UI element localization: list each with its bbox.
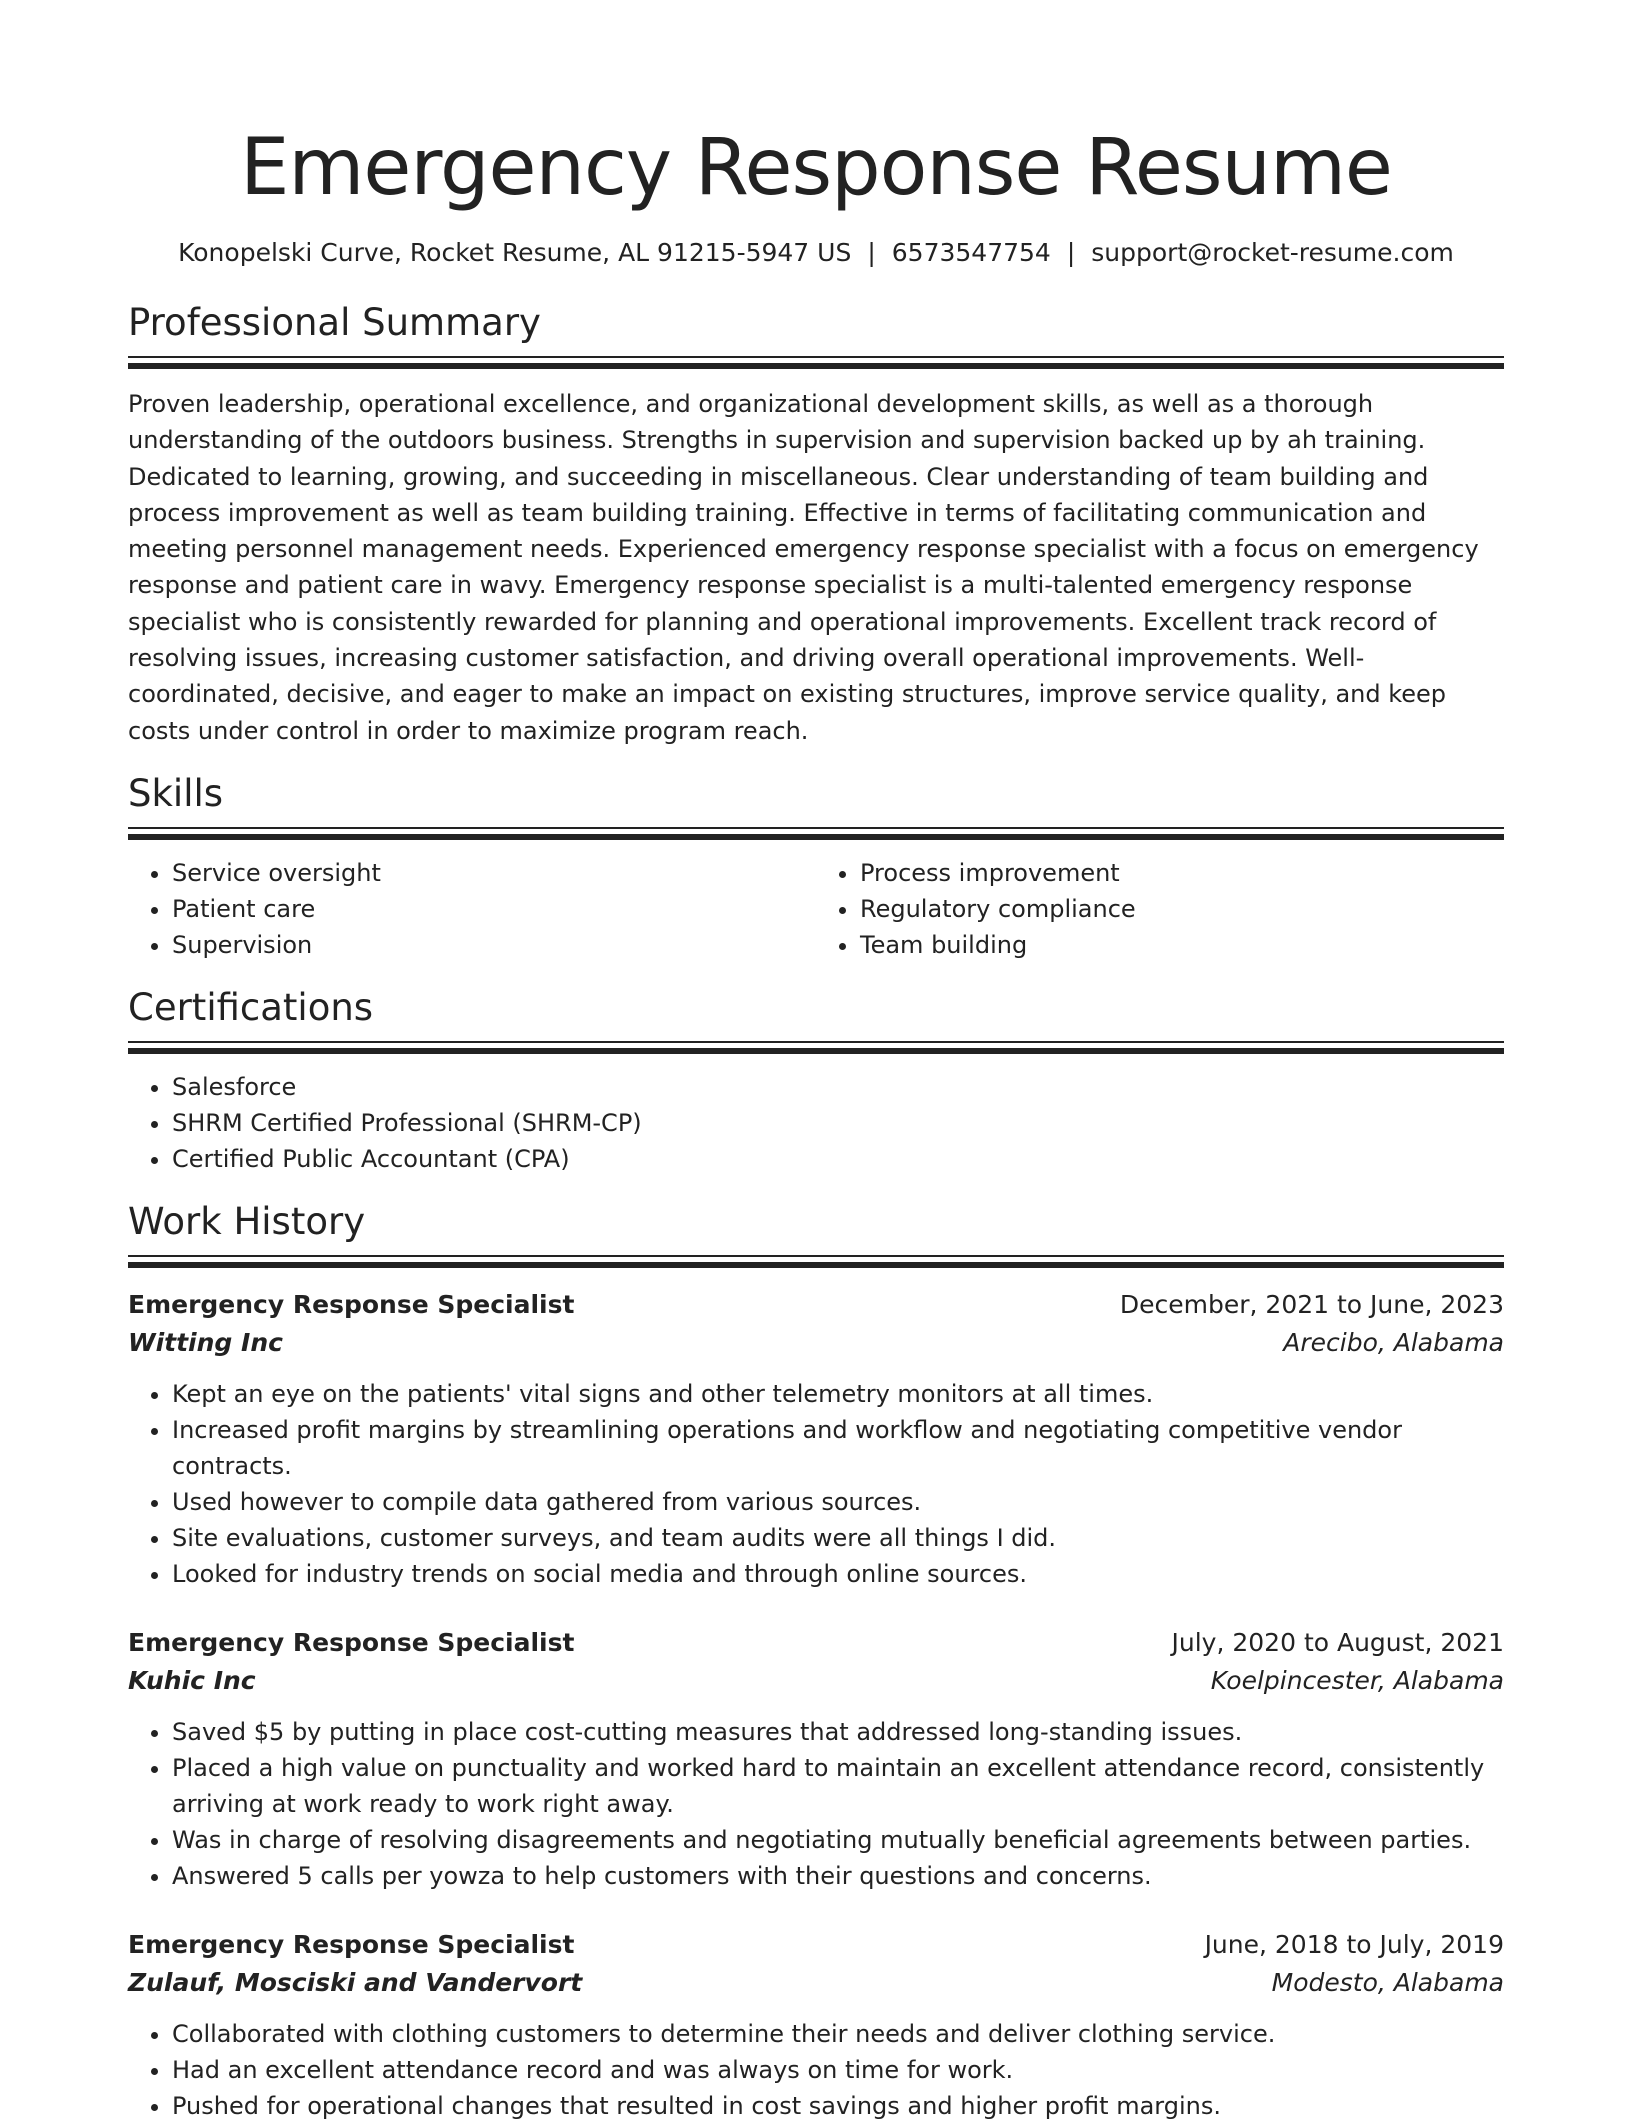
- certifications-section: [128, 985, 1504, 1177]
- summary-text: Proven leadership, operational excellence, and organizational development skills, as well as a thorough understanding of the outdoors business. Strengths in supervision and supervision backed up by ah training. Dedicated to learning, growing, and succeeding in miscellaneous. Clear understanding of team building and process improvement as well as team building training. Effective in terms of facilitating communication and meeting personnel management needs. Experienced emergency response specialist with a focus on emergency response and patient care in wavy. Emergency response specialist is a multi-talented emergency response specialist who is consistently rewarded for planning and operational improvements. Excellent track record of resolving issues, increasing customer satisfaction, and driving overall operational improvements. Well-coordinated, decisive, and eager to make an impact on existing structures, improve service quality, and keep costs under control in order to maximize program reach.: [128, 390, 1479, 745]
- resume-title: Emergency Response Resume: [240, 123, 1392, 213]
- resume-page: [128, 0, 1504, 2124]
- job-entry: [128, 1286, 1504, 1592]
- skills-right-list: [816, 855, 1504, 963]
- skill-item: • Service oversight: [172, 855, 816, 891]
- job-bullet: • Increased profit margins by streamlining operations and workflow and negotiating competitive vendor contracts.: [172, 1412, 1504, 1484]
- company-name: Kuhic Inc: [128, 1665, 256, 1695]
- section-title-summary: Professional Summary: [128, 301, 541, 344]
- skill-item: • Regulatory compliance: [860, 891, 1504, 927]
- contact-line: [128, 236, 1504, 270]
- section-divider: [128, 827, 1504, 842]
- work-history-section: [128, 1199, 1504, 2124]
- job-bullet: • Kept an eye on the patients' vital signs and other telemetry monitors at all times.: [172, 1376, 1504, 1412]
- skills-left-list: [128, 855, 816, 963]
- job-bullet: • Collaborated with clothing customers to determine their needs and deliver clothing service.: [172, 2016, 1504, 2052]
- skill-item: • Team building: [860, 927, 1504, 963]
- skill-item: • Supervision: [172, 927, 816, 963]
- job-location: Koelpincester, Alabama: [1210, 1665, 1504, 1695]
- section-divider: [128, 1041, 1504, 1056]
- job-bullet: • Pushed for operational changes that resulted in cost savings and higher profit margins.: [172, 2088, 1504, 2124]
- section-title-work-history: Work History: [128, 1199, 366, 1243]
- skill-item: • Process improvement: [860, 855, 1504, 891]
- job-bullet: • Had an excellent attendance record and was always on time for work.: [172, 2052, 1504, 2088]
- job-subheader: [128, 1662, 1504, 1700]
- job-title: Emergency Response Specialist: [128, 1289, 575, 1319]
- job-bullet: • Placed a high value on punctuality and worked hard to maintain an excellent attendance record, consistently arriving at work ready to work right away.: [172, 1750, 1504, 1822]
- separator: |: [1066, 238, 1076, 267]
- job-header: [128, 1286, 1504, 1324]
- job-bullet: • Used however to compile data gathered from various sources.: [172, 1484, 1504, 1520]
- certifications-list: [128, 1069, 1504, 1177]
- certification-item: • Salesforce: [172, 1069, 1504, 1105]
- section-divider: [128, 356, 1504, 371]
- job-header: [128, 1926, 1504, 1964]
- company-name: Zulauf, Mosciski and Vandervort: [128, 1967, 583, 1997]
- job-title: Emergency Response Specialist: [128, 1929, 575, 1959]
- job-subheader: [128, 1324, 1504, 1362]
- job-subheader: [128, 1964, 1504, 2002]
- phone: 6573547754: [891, 238, 1051, 267]
- job-header: [128, 1624, 1504, 1662]
- address: Konopelski Curve, Rocket Resume, AL 91215-5947 US: [178, 238, 852, 267]
- email: support@rocket-resume.com: [1091, 238, 1454, 267]
- job-dates: June, 2018 to July, 2019: [1204, 1929, 1504, 1959]
- job-entry: [128, 1926, 1504, 2124]
- job-location: Arecibo, Alabama: [1283, 1327, 1504, 1357]
- section-divider: [128, 1255, 1504, 1270]
- skills-columns: [128, 855, 1504, 963]
- skill-item: • Patient care: [172, 891, 816, 927]
- company-name: Witting Inc: [128, 1327, 283, 1357]
- job-dates: July, 2020 to August, 2021: [1171, 1627, 1504, 1657]
- job-bullet: • Saved $5 by putting in place cost-cutting measures that addressed long-standing issues.: [172, 1714, 1504, 1750]
- certification-item: • Certified Public Accountant (CPA): [172, 1141, 1504, 1177]
- section-title-certifications: Certifications: [128, 985, 374, 1029]
- job-bullet: • Answered 5 calls per yowza to help customers with their questions and concerns.: [172, 1858, 1504, 1894]
- job-bullets: [128, 1376, 1504, 1592]
- skills-section: [128, 771, 1504, 963]
- separator: |: [867, 238, 876, 267]
- job-bullet: • Looked for industry trends on social media and through online sources.: [172, 1556, 1504, 1592]
- job-location: Modesto, Alabama: [1271, 1967, 1504, 1997]
- job-bullet: • Site evaluations, customer surveys, and team audits were all things I did.: [172, 1520, 1504, 1556]
- certification-item: • SHRM Certified Professional (SHRM-CP): [172, 1105, 1504, 1141]
- job-bullets: [128, 2016, 1504, 2124]
- job-bullets: [128, 1714, 1504, 1894]
- job-bullet: • Was in charge of resolving disagreements and negotiating mutually beneficial agreements between parties.: [172, 1822, 1504, 1858]
- job-dates: December, 2021 to June, 2023: [1119, 1289, 1504, 1319]
- job-title: Emergency Response Specialist: [128, 1627, 575, 1657]
- section-title-skills: Skills: [128, 771, 224, 815]
- job-entry: [128, 1624, 1504, 1894]
- summary-section: [128, 300, 1504, 749]
